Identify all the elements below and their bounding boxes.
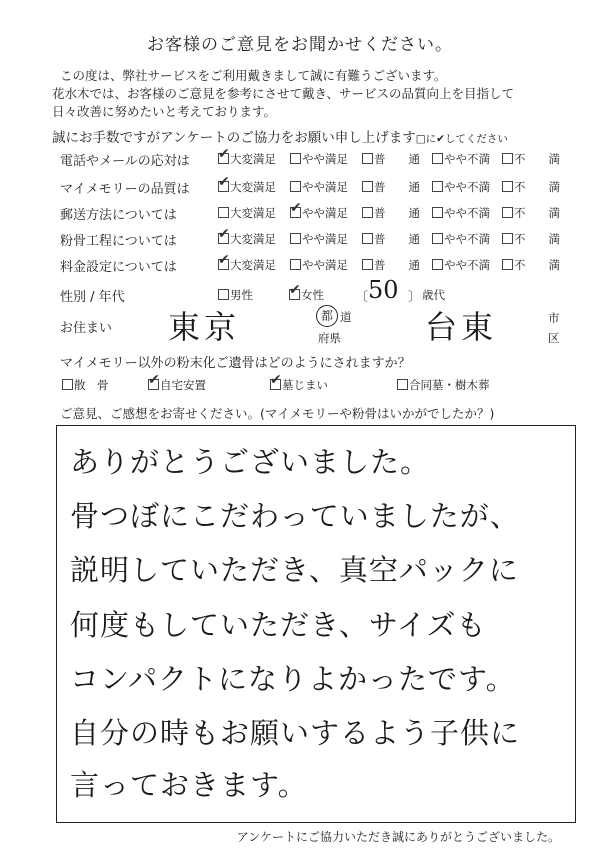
rating-option-label: 大変満足 bbox=[230, 180, 276, 194]
rating-option[interactable] bbox=[218, 179, 276, 195]
rating-option[interactable] bbox=[502, 231, 560, 247]
rating-option-label: 普 通 bbox=[374, 258, 420, 272]
remains-option-home[interactable] bbox=[148, 377, 206, 393]
remains-option-joint-grave[interactable] bbox=[397, 377, 490, 393]
rating-option[interactable] bbox=[290, 179, 348, 195]
rating-option[interactable] bbox=[432, 205, 490, 221]
age-suffix: 歳代 bbox=[422, 288, 445, 302]
question-label: マイメモリーの品質は bbox=[60, 182, 190, 197]
question-label: 粉骨工程については bbox=[60, 234, 177, 249]
rating-checkbox[interactable] bbox=[218, 153, 229, 164]
rating-option[interactable] bbox=[290, 231, 348, 247]
intro-line-3: 日々改善に努めたいと考えております。 bbox=[52, 104, 277, 119]
rating-option-label: やや不満 bbox=[444, 180, 490, 194]
rating-option[interactable] bbox=[502, 179, 560, 195]
rating-option[interactable] bbox=[432, 179, 490, 195]
female-checkbox[interactable] bbox=[289, 289, 300, 300]
remains-option-scatter[interactable] bbox=[62, 377, 109, 393]
grave-closure-checkbox[interactable] bbox=[270, 379, 281, 390]
question-label: 電話やメールの応対は bbox=[60, 154, 190, 169]
footer-thanks: アンケートにご協力いただき誠にありがとうございました。 bbox=[236, 830, 560, 844]
page-title: お客様のご意見をお聞かせください。 bbox=[147, 35, 453, 55]
rating-checkbox[interactable] bbox=[432, 181, 443, 192]
question-label: 料金設定については bbox=[60, 260, 177, 275]
rating-checkbox[interactable] bbox=[502, 259, 513, 270]
rating-option[interactable] bbox=[502, 151, 560, 167]
intro-line-2: 花水木では、お客様のご意見を参考にさせて戴き、サービスの品質向上を目指して bbox=[52, 86, 515, 101]
home-label: 自宅安置 bbox=[160, 378, 206, 392]
intro-line-1: この度は、弊社サービスをご利用戴きまして誠に有難うございます。 bbox=[60, 68, 447, 83]
age-value[interactable]: 50 bbox=[368, 276, 399, 304]
residence-label: お住まい bbox=[60, 321, 113, 336]
rating-option-label: 普 通 bbox=[374, 206, 420, 220]
rating-option-label: やや不満 bbox=[444, 232, 490, 246]
rating-checkbox[interactable] bbox=[432, 233, 443, 244]
rating-option-label: 大変満足 bbox=[230, 152, 276, 166]
rating-checkbox[interactable] bbox=[362, 153, 373, 164]
rating-option[interactable] bbox=[432, 257, 490, 273]
rating-option-label: 大変満足 bbox=[230, 258, 276, 272]
rating-checkbox[interactable] bbox=[502, 153, 513, 164]
grave-closure-label: 墓じまい bbox=[282, 378, 328, 392]
gender-male[interactable] bbox=[218, 287, 253, 303]
rating-option[interactable] bbox=[218, 151, 276, 167]
rating-option[interactable] bbox=[218, 257, 276, 273]
rating-checkbox[interactable] bbox=[218, 233, 229, 244]
rating-checkbox[interactable] bbox=[290, 233, 301, 244]
rating-option[interactable] bbox=[218, 205, 276, 221]
rating-checkbox[interactable] bbox=[362, 259, 373, 270]
survey-request-text: 誠にお手数ですがアンケートのご協力をお願い申し上げます bbox=[52, 130, 416, 146]
male-label: 男性 bbox=[230, 288, 253, 302]
rating-option-label: やや満足 bbox=[302, 180, 348, 194]
home-checkbox[interactable] bbox=[148, 379, 159, 390]
rating-option[interactable] bbox=[502, 205, 560, 221]
rating-option[interactable] bbox=[290, 205, 348, 221]
joint-grave-label: 合同墓・樹木葬 bbox=[409, 378, 490, 392]
remains-question: マイメモリー以外の粉末化ご遺骨はどのようにされますか？ bbox=[60, 356, 411, 371]
rating-option[interactable] bbox=[218, 231, 276, 247]
rating-option[interactable] bbox=[290, 257, 348, 273]
rating-option-label: やや不満 bbox=[444, 152, 490, 166]
rating-option-label: やや不満 bbox=[444, 258, 490, 272]
rating-option-label: やや満足 bbox=[302, 232, 348, 246]
residence-prefecture[interactable]: 東京 bbox=[168, 308, 241, 346]
rating-option-label: 不 満 bbox=[514, 232, 560, 246]
comment-line-1: ありがとうございました。 bbox=[70, 445, 431, 479]
scatter-checkbox[interactable] bbox=[62, 379, 73, 390]
gender-age-label: 性別 / 年代 bbox=[60, 290, 125, 305]
rating-option-label: 普 通 bbox=[374, 232, 420, 246]
survey-request bbox=[52, 126, 508, 146]
rating-option[interactable] bbox=[362, 151, 420, 167]
comment-line-7: 言っておきます。 bbox=[70, 768, 308, 802]
rating-option-label: 不 満 bbox=[514, 152, 560, 166]
rating-checkbox[interactable] bbox=[218, 207, 229, 218]
prefecture-fuken: 府県 bbox=[318, 331, 341, 345]
gender-female[interactable] bbox=[289, 287, 324, 303]
age-close-bracket: 〕 bbox=[408, 290, 422, 305]
rating-option[interactable] bbox=[502, 257, 560, 273]
comment-line-2: 骨つぼにこだわっていましたが、 bbox=[70, 499, 520, 533]
rating-checkbox[interactable] bbox=[362, 181, 373, 192]
rating-option[interactable] bbox=[432, 231, 490, 247]
comments-prompt: ご意見、ご感想をお寄せください。(マイメモリーや粉骨はいかがでしたか？) bbox=[60, 406, 495, 421]
comment-line-6: 自分の時もお願いするよう子供に bbox=[70, 716, 521, 750]
comment-line-4: 何度もしていただき、サイズも bbox=[70, 608, 487, 642]
city-shi: 市 bbox=[548, 311, 560, 325]
rating-option-label: 不 満 bbox=[514, 180, 560, 194]
rating-checkbox[interactable] bbox=[290, 259, 301, 270]
rating-option-label: 不 満 bbox=[514, 258, 560, 272]
comment-line-3: 説明していただき、真空パックに bbox=[70, 553, 519, 587]
rating-checkbox[interactable] bbox=[432, 259, 443, 270]
age-open-bracket: 〔 bbox=[355, 290, 369, 305]
question-label: 郵送方法については bbox=[60, 208, 177, 223]
rating-checkbox[interactable] bbox=[362, 207, 373, 218]
rating-checkbox[interactable] bbox=[432, 207, 443, 218]
rating-checkbox[interactable] bbox=[502, 233, 513, 244]
rating-option-label: 大変満足 bbox=[230, 232, 276, 246]
female-label: 女性 bbox=[301, 288, 324, 302]
rating-option-label: 普 通 bbox=[374, 180, 420, 194]
rating-option[interactable] bbox=[290, 151, 348, 167]
rating-option-label: やや不満 bbox=[444, 206, 490, 220]
prefecture-to-circled: 都 bbox=[316, 305, 338, 327]
rating-checkbox[interactable] bbox=[290, 181, 301, 192]
rating-checkbox[interactable] bbox=[290, 153, 301, 164]
rating-checkbox[interactable] bbox=[290, 207, 301, 218]
joint-grave-checkbox[interactable] bbox=[397, 379, 408, 390]
rating-option[interactable] bbox=[362, 231, 420, 247]
scatter-label: 散 骨 bbox=[74, 378, 109, 392]
rating-checkbox[interactable] bbox=[218, 181, 229, 192]
rating-option-label: 大変満足 bbox=[230, 206, 276, 220]
rating-option-label: やや満足 bbox=[302, 152, 348, 166]
city-ku: 区 bbox=[548, 331, 560, 345]
rating-option[interactable] bbox=[362, 257, 420, 273]
rating-checkbox[interactable] bbox=[432, 153, 443, 164]
survey-request-note: □に✔してください bbox=[415, 133, 508, 145]
rating-option[interactable] bbox=[432, 151, 490, 167]
male-checkbox[interactable] bbox=[218, 289, 229, 300]
rating-checkbox[interactable] bbox=[362, 233, 373, 244]
comment-line-5: コンパクトになりよかったです。 bbox=[70, 662, 516, 696]
rating-option-label: 普 通 bbox=[374, 152, 420, 166]
rating-option[interactable] bbox=[362, 205, 420, 221]
rating-option-label: やや満足 bbox=[302, 258, 348, 272]
prefecture-dou: 道 bbox=[340, 310, 352, 324]
rating-option-label: 不 満 bbox=[514, 206, 560, 220]
rating-checkbox[interactable] bbox=[218, 259, 229, 270]
remains-option-grave-closure[interactable] bbox=[270, 377, 328, 393]
residence-city[interactable]: 台東 bbox=[425, 308, 498, 346]
rating-checkbox[interactable] bbox=[502, 207, 513, 218]
rating-option-label: やや満足 bbox=[302, 206, 348, 220]
rating-option[interactable] bbox=[362, 179, 420, 195]
rating-checkbox[interactable] bbox=[502, 181, 513, 192]
